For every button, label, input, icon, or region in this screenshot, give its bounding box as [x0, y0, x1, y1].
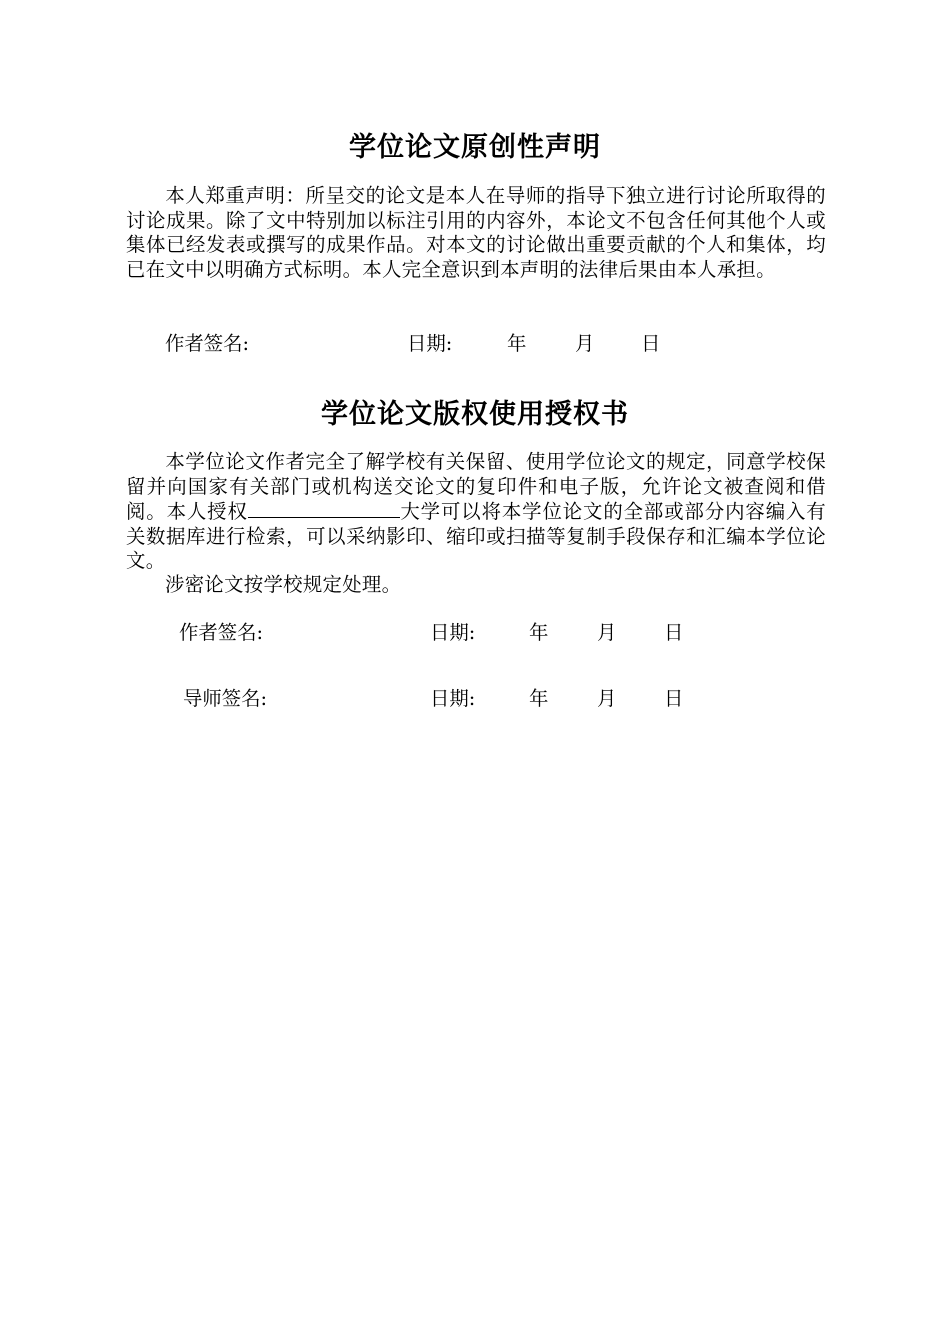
copyright-authorization-title: 学位论文版权使用授权书 [321, 399, 629, 430]
day-label: 日 [641, 332, 661, 355]
day-label: 日 [664, 621, 684, 644]
author-signature-label: 作者签名: [165, 332, 250, 355]
authorization-body-part1: 本学位论文作者完全了解学校有关保留、使用学位论文的规定，同意学校保留并向国家有关部门或机构送交论文的复印件和电子版，允许论文被查阅和借阅。本人授权 [126, 450, 826, 524]
month-label: 月 [597, 621, 617, 644]
authorization-author-signature-row [0, 621, 950, 645]
originality-declaration-title: 学位论文原创性声明 [349, 132, 601, 163]
day-label: 日 [664, 687, 684, 710]
copyright-authorization-text [126, 450, 826, 574]
year-label: 年 [507, 332, 527, 355]
secret-note-text: 涉密论文按学校规定处理。 [165, 573, 402, 596]
year-label: 年 [529, 687, 549, 710]
year-label: 年 [529, 621, 549, 644]
date-label: 日期: [430, 687, 476, 710]
declaration-signature-row [0, 332, 950, 356]
month-label: 月 [597, 687, 617, 710]
authorization-body-part2: 大学可以将本学位论文的全部或部分内容编入有关数据库进行检索，可以采纳影印、缩印或扫描等复制手段保存和汇编本学位论文。 [126, 500, 826, 573]
originality-declaration-text [126, 184, 826, 282]
advisor-signature-label: 导师签名: [183, 687, 268, 710]
university-name-blank [248, 499, 400, 518]
advisor-signature-row [0, 687, 950, 711]
date-label: 日期: [430, 621, 476, 644]
classified-thesis-note [126, 573, 826, 598]
originality-declaration-body: 本人郑重声明：所呈交的论文是本人在导师的指导下独立进行讨论所取得的讨论成果。除了文中特别加以标注引用的内容外，本论文不包含任何其他个人或集体已经发表或撰写的成果作品。对本文的讨论做出重要贡献的个人和集体，均已在文中以明确方式标明。本人完全意识到本声明的法律后果由本人承担。 [126, 184, 826, 281]
month-label: 月 [575, 332, 595, 355]
date-label: 日期: [407, 332, 453, 355]
author-signature-label: 作者签名: [179, 621, 264, 644]
